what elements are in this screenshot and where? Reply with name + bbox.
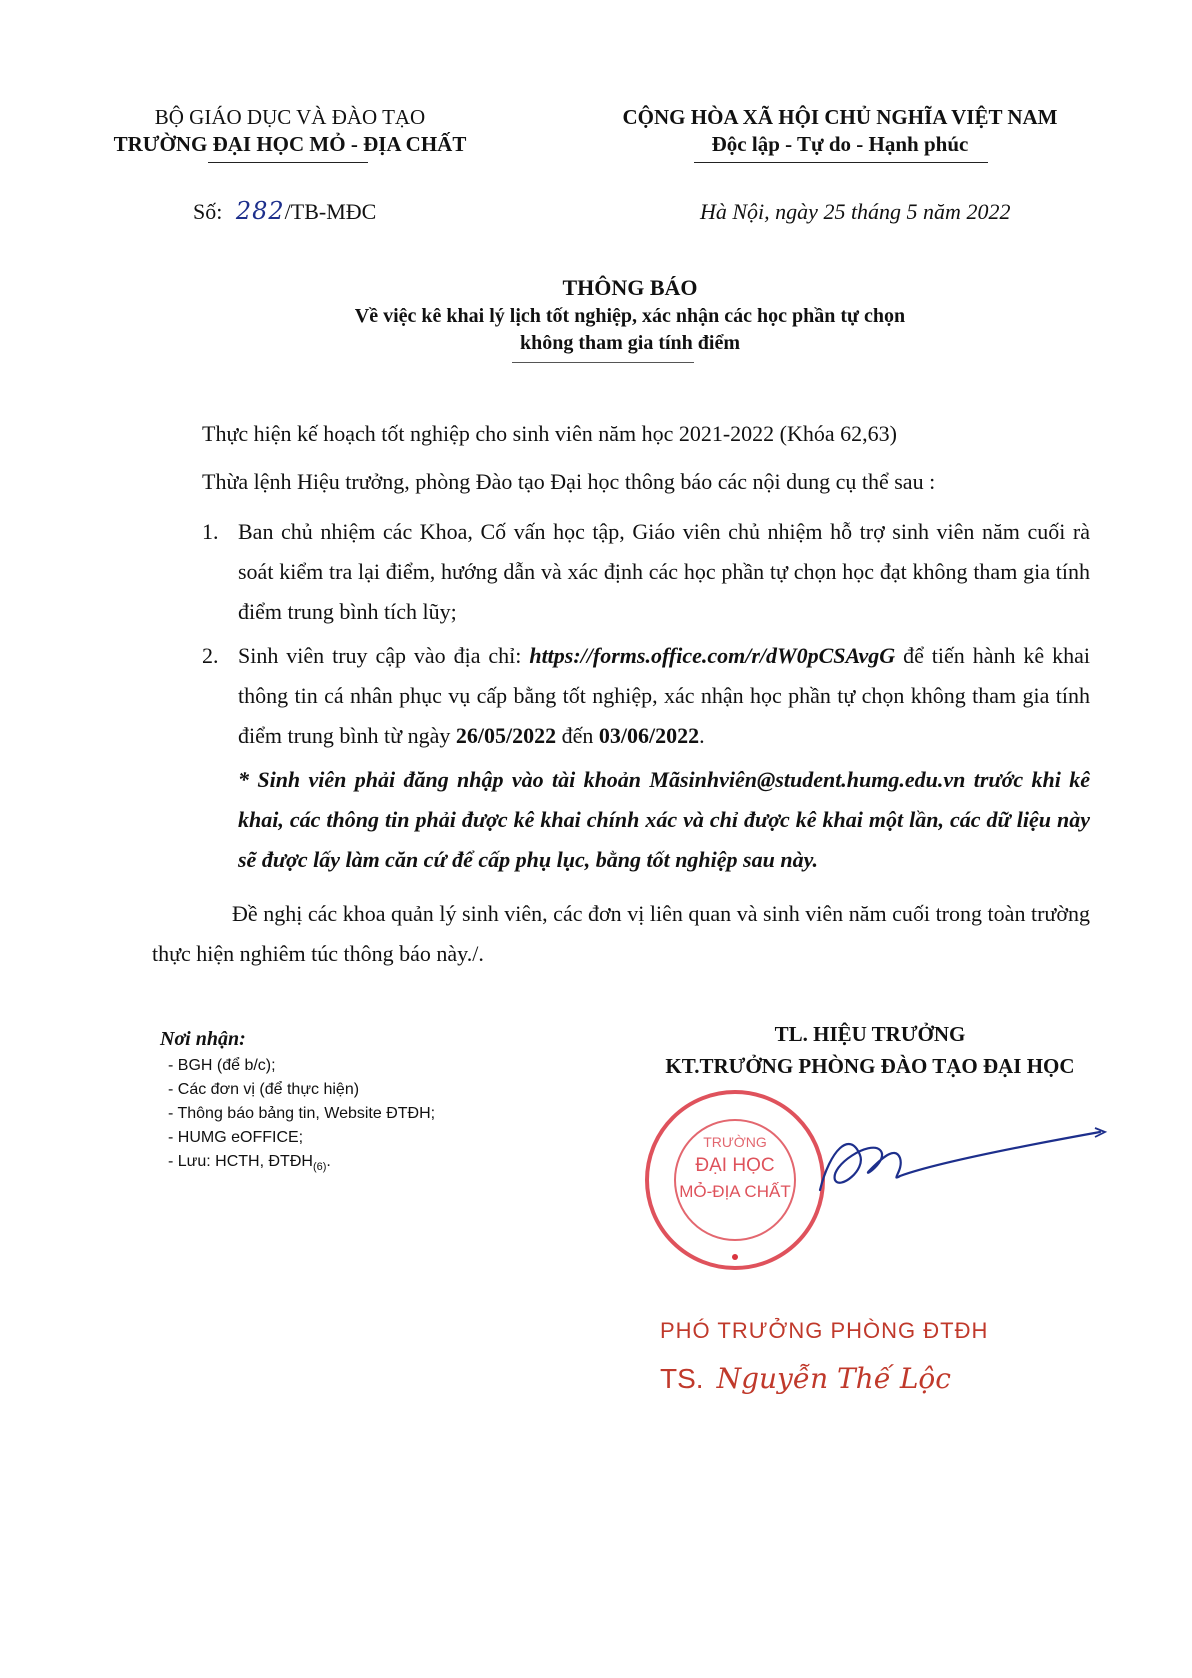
signature-line2: KT.TRƯỞNG PHÒNG ĐÀO TẠO ĐẠI HỌC xyxy=(665,1054,1075,1078)
svg-text:ĐẠI HỌC: ĐẠI HỌC xyxy=(695,1155,775,1176)
date-to: 03/06/2022 xyxy=(598,723,700,748)
signer-position: PHÓ TRƯỞNG PHÒNG ĐTĐH xyxy=(660,1318,989,1343)
ministry-name: BỘ GIÁO DỤC VÀ ĐÀO TẠO xyxy=(154,105,426,129)
date-from: 26/05/2022 xyxy=(455,723,557,748)
item2-end: . xyxy=(699,723,705,748)
recipient-item: - BGH (để b/c); xyxy=(168,1057,276,1074)
header-right xyxy=(560,104,1120,158)
list-item-1 xyxy=(202,512,1090,632)
number-suffix: /TB-MĐC xyxy=(284,199,377,224)
title-divider xyxy=(512,362,694,363)
intro-line1: Thực hiện kế hoạch tốt nghiệp cho sinh viên năm học 2021-2022 (Khóa 62,63) xyxy=(202,421,897,446)
recipients-block xyxy=(160,1024,580,1179)
form-url-link[interactable]: https://forms.office.com/r/dW0pCSAvgG xyxy=(529,643,896,668)
number-label: Số: xyxy=(193,199,223,224)
signature-heading xyxy=(600,1018,1140,1082)
handwritten-signature xyxy=(800,1110,1120,1210)
list-item-2 xyxy=(202,636,1090,756)
list-item-1-text: Ban chủ nhiệm các Khoa, Cố vấn học tập, Giáo viên chủ nhiệm hỗ trợ sinh viên năm cuối rà soát kiểm tra lại điểm, hướng dẫn và xác định các học phần tự chọn học đạt không tham gia tính điểm trung bình tích lũy; xyxy=(238,519,1090,624)
document-number xyxy=(193,198,376,225)
recipient-item: - Các đơn vị (để thực hiện) xyxy=(168,1081,360,1098)
list-item-1-number: 1. xyxy=(202,519,219,544)
recipient-subscript: (6) xyxy=(312,1161,327,1174)
recipient-item-text: - Lưu: HCTH, ĐTĐH xyxy=(168,1153,313,1170)
list-item-2-text xyxy=(238,636,1090,756)
notice-subtitle-line2: không tham gia tính điểm xyxy=(519,332,741,354)
signer-name: Nguyễn Thế Lộc xyxy=(716,1362,951,1395)
item2-conj: đến xyxy=(556,723,599,748)
recipients-heading: Nơi nhận: xyxy=(160,1028,246,1050)
recipient-item-end: . xyxy=(326,1153,331,1170)
intro-line2: Thừa lệnh Hiệu trưởng, phòng Đào tạo Đại học thông báo các nội dung cụ thể sau : xyxy=(202,469,936,494)
notice-title: THÔNG BÁO xyxy=(562,275,698,300)
closing-paragraph: Đề nghị các khoa quản lý sinh viên, các đơn vị liên quan và sinh viên năm cuối trong toàn trường thực hiện nghiêm túc thông báo này./. xyxy=(152,901,1090,966)
note-paragraph: * Sinh viên phải đăng nhập vào tài khoản Mãsinhviên@student.humg.edu.vn trước khi kê khai, các thông tin phải được kê khai chính xác và chỉ được kê khai một lần, các dữ liệu này sẽ được lấy làm căn cứ để cấp phụ lục, bằng tốt nghiệp sau này. xyxy=(238,767,1090,872)
signer-name-line xyxy=(660,1362,951,1396)
recipient-item: - HUMG eOFFICE; xyxy=(168,1129,304,1146)
motto-underline xyxy=(694,162,988,163)
university-name: TRƯỜNG ĐẠI HỌC MỎ - ĐỊA CHẤT xyxy=(113,132,467,156)
place-date: Hà Nội, ngày 25 tháng 5 năm 2022 xyxy=(700,199,1011,224)
title-block xyxy=(180,273,1080,357)
signature-line1: TL. HIỆU TRƯỞNG xyxy=(774,1022,966,1046)
svg-text:MỎ-ĐỊA CHẤT: MỎ-ĐỊA CHẤT xyxy=(679,1182,791,1201)
country-name: CỘNG HÒA XÃ HỘI CHỦ NGHĨA VIỆT NAM xyxy=(622,105,1058,129)
notice-subtitle-line1: Về việc kê khai lý lịch tốt nghiệp, xác nhận các học phần tự chọn xyxy=(354,305,906,327)
header-left xyxy=(80,104,500,158)
university-underline xyxy=(208,162,368,163)
list-item-2-number: 2. xyxy=(202,643,219,668)
motto: Độc lập - Tự do - Hạnh phúc xyxy=(711,132,969,156)
item2-pre: Sinh viên truy cập vào địa chỉ: xyxy=(238,643,530,668)
number-handwritten: 282 xyxy=(235,197,285,225)
item2-mid: để tiến hành kê khai thông tin cá nhân phục vụ cấp bằng tốt nghiệp, xác nhận học phần tự chọn không tham gia tính điểm trung bình từ ngày xyxy=(238,643,1090,748)
recipient-item: - Thông báo bảng tin, Website ĐTĐH; xyxy=(168,1105,436,1122)
signer-title: TS. xyxy=(660,1363,704,1394)
svg-text:TRƯỜNG: TRƯỜNG xyxy=(703,1134,767,1150)
recipient-item-last xyxy=(168,1150,580,1179)
